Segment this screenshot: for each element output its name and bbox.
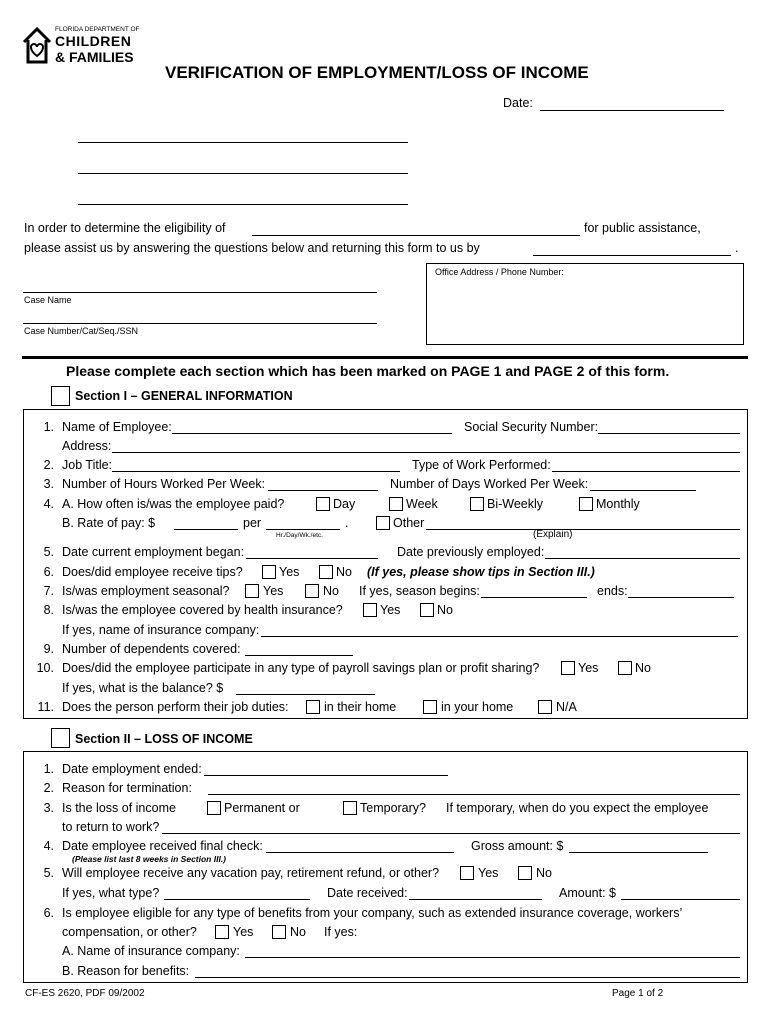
s1-days-label: Number of Days Worked Per Week: (390, 477, 589, 491)
pay-week-checkbox[interactable] (389, 497, 403, 511)
date-received-label: Date received: (327, 886, 408, 900)
vacation-yes-label: Yes (478, 866, 499, 880)
s2-q4-label: Date employee received final check: (62, 839, 263, 853)
s1-q5-num: 5. (43, 545, 54, 559)
seasonal-no-checkbox[interactable] (305, 584, 319, 598)
s1-q6-label: Does/did employee receive tips? (62, 565, 243, 579)
s1-q7-num: 7. (43, 584, 54, 598)
pay-monthly-checkbox[interactable] (579, 497, 593, 511)
final-check-date-field[interactable] (266, 852, 454, 853)
duties-your-home-label: in your home (441, 700, 514, 714)
job-title-field[interactable] (112, 471, 400, 472)
dcf-logo (22, 26, 140, 66)
amount-field[interactable] (621, 899, 740, 900)
hours-per-week-field[interactable] (268, 490, 378, 491)
s1-q9-num: 9. (43, 642, 54, 656)
ssn-field[interactable] (598, 433, 740, 434)
s1-q11-label: Does the person perform their job duties: (62, 700, 289, 714)
date-label: Date: (503, 96, 533, 110)
gross-amount-field[interactable] (569, 852, 708, 853)
s2-q4-num: 4. (43, 839, 54, 853)
savings-yes-label: Yes (578, 661, 599, 675)
return-to-work-label: to return to work? (62, 820, 160, 834)
pay-other-label: Other (393, 516, 425, 530)
season-ends-label: ends: (597, 584, 628, 598)
employee-name-field[interactable] (172, 433, 452, 434)
intro-line2-end: . (735, 241, 739, 255)
benefits-yes-label: Yes (233, 925, 254, 939)
insurance-no-checkbox[interactable] (420, 603, 434, 617)
page-title: VERIFICATION OF EMPLOYMENT/LOSS OF INCOME (165, 63, 589, 82)
s1-q7-label: Is/was employment seasonal? (62, 584, 230, 598)
gross-amount-label: Gross amount: $ (471, 839, 564, 853)
s1-per-dot: . (345, 516, 349, 530)
duties-na-checkbox[interactable] (538, 700, 552, 714)
s2-q3-label: Is the loss of income (62, 801, 176, 815)
benefits-yes-checkbox[interactable] (215, 925, 229, 939)
seasonal-yes-label: Yes (263, 584, 284, 598)
s1-q8-label: Is/was the employee covered by health insurance? (62, 603, 343, 617)
previously-employed-field[interactable] (545, 558, 740, 559)
loss-temporary-checkbox[interactable] (343, 801, 357, 815)
s2-q3-num: 3. (43, 801, 54, 815)
insurance-yes-checkbox[interactable] (363, 603, 377, 617)
s2-q6-label: Is employee eligible for any type of benefits from your company, such as extended insurance coverage, workers’ (62, 906, 683, 920)
s1-q6-num: 6. (43, 565, 54, 579)
logo-line1: FLORIDA DEPARTMENT OF (55, 26, 140, 33)
date-received-field[interactable] (409, 899, 542, 900)
s2-q2-num: 2. (43, 781, 54, 795)
s2-q6-num: 6. (43, 906, 54, 920)
savings-no-label: No (635, 661, 651, 675)
pay-other-checkbox[interactable] (376, 516, 390, 530)
compensation-label: compensation, or other? (62, 925, 197, 939)
page-number: Page 1 of 2 (612, 988, 664, 999)
duties-your-home-checkbox[interactable] (423, 700, 437, 714)
tips-no-label: No (336, 565, 352, 579)
insurance-company-label: If yes, name of insurance company: (62, 623, 260, 637)
s1-work-type-label: Type of Work Performed: (412, 458, 551, 472)
explain-hint: (Explain) (533, 529, 573, 540)
address-line-1[interactable] (78, 142, 408, 143)
section2-checkbox[interactable] (51, 728, 70, 748)
loss-temporary-label: Temporary? (360, 801, 426, 815)
return-by-date-field[interactable] (533, 255, 731, 256)
intro-line2-start: please assist us by answering the questions below and returning this form to us by (24, 241, 480, 255)
logo-line2: CHILDREN (55, 33, 132, 49)
temporary-when-label: If temporary, when do you expect the employee (446, 801, 709, 815)
office-address-box[interactable] (426, 263, 744, 345)
section2-title: Section II – LOSS OF INCOME (75, 732, 253, 746)
tips-yes-label: Yes (279, 565, 300, 579)
s1-ssn-label: Social Security Number: (464, 420, 599, 434)
vacation-yes-checkbox[interactable] (460, 866, 474, 880)
vacation-type-field[interactable] (164, 899, 310, 900)
insurance-yes-label: Yes (380, 603, 401, 617)
pay-other-field[interactable] (426, 529, 740, 530)
tips-no-checkbox[interactable] (319, 565, 333, 579)
section1-title: Section I – GENERAL INFORMATION (75, 389, 293, 403)
dependents-field[interactable] (245, 655, 353, 656)
benefits-no-label: No (290, 925, 306, 939)
benefits-insurance-field[interactable] (245, 957, 740, 958)
s1-q5-label: Date current employment began: (62, 545, 245, 559)
benefits-reason-field[interactable] (195, 977, 740, 978)
savings-yes-checkbox[interactable] (561, 661, 575, 675)
return-to-work-field[interactable] (162, 833, 740, 834)
s1-q3-num: 3. (43, 477, 54, 491)
s1-q11-num: 11. (37, 700, 54, 714)
season-begins-label: If yes, season begins: (359, 584, 480, 598)
season-begins-field[interactable] (481, 597, 587, 598)
case-number-label: Case Number/Cat/Seq./SSN (24, 326, 139, 336)
address-line-2[interactable] (78, 173, 408, 174)
case-name-label: Case Name (24, 295, 72, 305)
seasonal-no-label: No (323, 584, 339, 598)
s1-q4-num: 4. (43, 497, 54, 511)
duties-na-label: N/A (556, 700, 577, 714)
final-check-note: (Please list last 8 weeks in Section III.) (72, 854, 227, 864)
days-per-week-field[interactable] (590, 490, 696, 491)
s1-q4b-label: B. Rate of pay: $ (62, 516, 156, 530)
s1-q2-num: 2. (43, 458, 54, 472)
benefits-insurance-label: A. Name of insurance company: (62, 944, 240, 958)
vacation-type-label: If yes, what type? (62, 886, 160, 900)
pay-period-field[interactable] (266, 529, 340, 530)
benefits-no-checkbox[interactable] (272, 925, 286, 939)
vacation-no-label: No (536, 866, 552, 880)
season-ends-field[interactable] (628, 597, 734, 598)
s2-q1-label: Date employment ended: (62, 762, 202, 776)
house-heart-icon (22, 26, 52, 64)
s2-q5-label: Will employee receive any vacation pay, retirement refund, or other? (62, 866, 440, 880)
amount-label: Amount: $ (559, 886, 616, 900)
s1-q9-label: Number of dependents covered: (62, 642, 241, 656)
pay-monthly-label: Monthly (596, 497, 640, 511)
pay-biweekly-checkbox[interactable] (470, 497, 484, 511)
s1-address-label: Address: (62, 439, 112, 453)
s1-q1-label: Name of Employee: (62, 420, 172, 434)
benefits-ifyes-label: If yes: (324, 925, 358, 939)
employment-began-field[interactable] (246, 558, 378, 559)
s1-q3-label: Number of Hours Worked Per Week: (62, 477, 266, 491)
rate-of-pay-field[interactable] (174, 529, 238, 530)
case-name-field[interactable] (23, 292, 377, 293)
s1-prev-label: Date previously employed: (397, 545, 545, 559)
employee-address-field[interactable] (112, 452, 740, 453)
work-type-field[interactable] (552, 471, 740, 472)
applicant-name-field[interactable] (252, 235, 580, 236)
s1-q4a-label: A. How often is/was the employee paid? (62, 497, 285, 511)
pay-period-hint: Hr./Day/Wk./etc. (276, 532, 323, 539)
date-field[interactable] (540, 110, 724, 111)
divider (22, 356, 748, 359)
intro-line1-start: In order to determine the eligibility of (24, 221, 226, 235)
intro-line1-end: for public assistance, (584, 221, 701, 235)
s1-per-label: per (243, 516, 262, 530)
savings-no-checkbox[interactable] (618, 661, 632, 675)
s2-q2-label: Reason for termination: (62, 781, 192, 795)
case-number-field[interactable] (23, 323, 377, 324)
loss-permanent-label: Permanent or (224, 801, 300, 815)
termination-reason-field[interactable] (208, 794, 740, 795)
office-address-label: Office Address / Phone Number: (435, 267, 564, 277)
s1-q10-num: 10. (36, 661, 54, 675)
s1-q1-num: 1. (43, 420, 54, 434)
balance-field[interactable] (236, 694, 375, 695)
section1-checkbox[interactable] (51, 386, 70, 406)
s2-q5-num: 5. (43, 866, 54, 880)
s1-q10-label: Does/did the employee participate in any type of payroll savings plan or profit sharing? (62, 661, 540, 675)
address-line-3[interactable] (78, 204, 408, 205)
pay-week-label: Week (406, 497, 438, 511)
tips-yes-checkbox[interactable] (262, 565, 276, 579)
pay-biweekly-label: Bi-Weekly (487, 497, 544, 511)
duties-their-home-checkbox[interactable] (306, 700, 320, 714)
employment-ended-field[interactable] (204, 775, 448, 776)
logo-line3: & FAMILIES (55, 49, 134, 65)
benefits-reason-label: B. Reason for benefits: (62, 964, 190, 978)
loss-permanent-checkbox[interactable] (207, 801, 221, 815)
balance-label: If yes, what is the balance? $ (62, 681, 224, 695)
insurance-company-field[interactable] (261, 636, 738, 637)
s2-q1-num: 1. (43, 762, 54, 776)
instruction-text: Please complete each section which has been marked on PAGE 1 and PAGE 2 of this form. (66, 363, 670, 379)
seasonal-yes-checkbox[interactable] (245, 584, 259, 598)
pay-day-label: Day (333, 497, 356, 511)
pay-day-checkbox[interactable] (316, 497, 330, 511)
insurance-no-label: No (437, 603, 453, 617)
s1-q2-label: Job Title: (62, 458, 113, 472)
duties-their-home-label: in their home (324, 700, 397, 714)
s1-q8-num: 8. (43, 603, 54, 617)
form-id: CF-ES 2620, PDF 09/2002 (25, 988, 145, 999)
tips-note: (If yes, please show tips in Section III.) (367, 565, 595, 579)
vacation-no-checkbox[interactable] (518, 866, 532, 880)
